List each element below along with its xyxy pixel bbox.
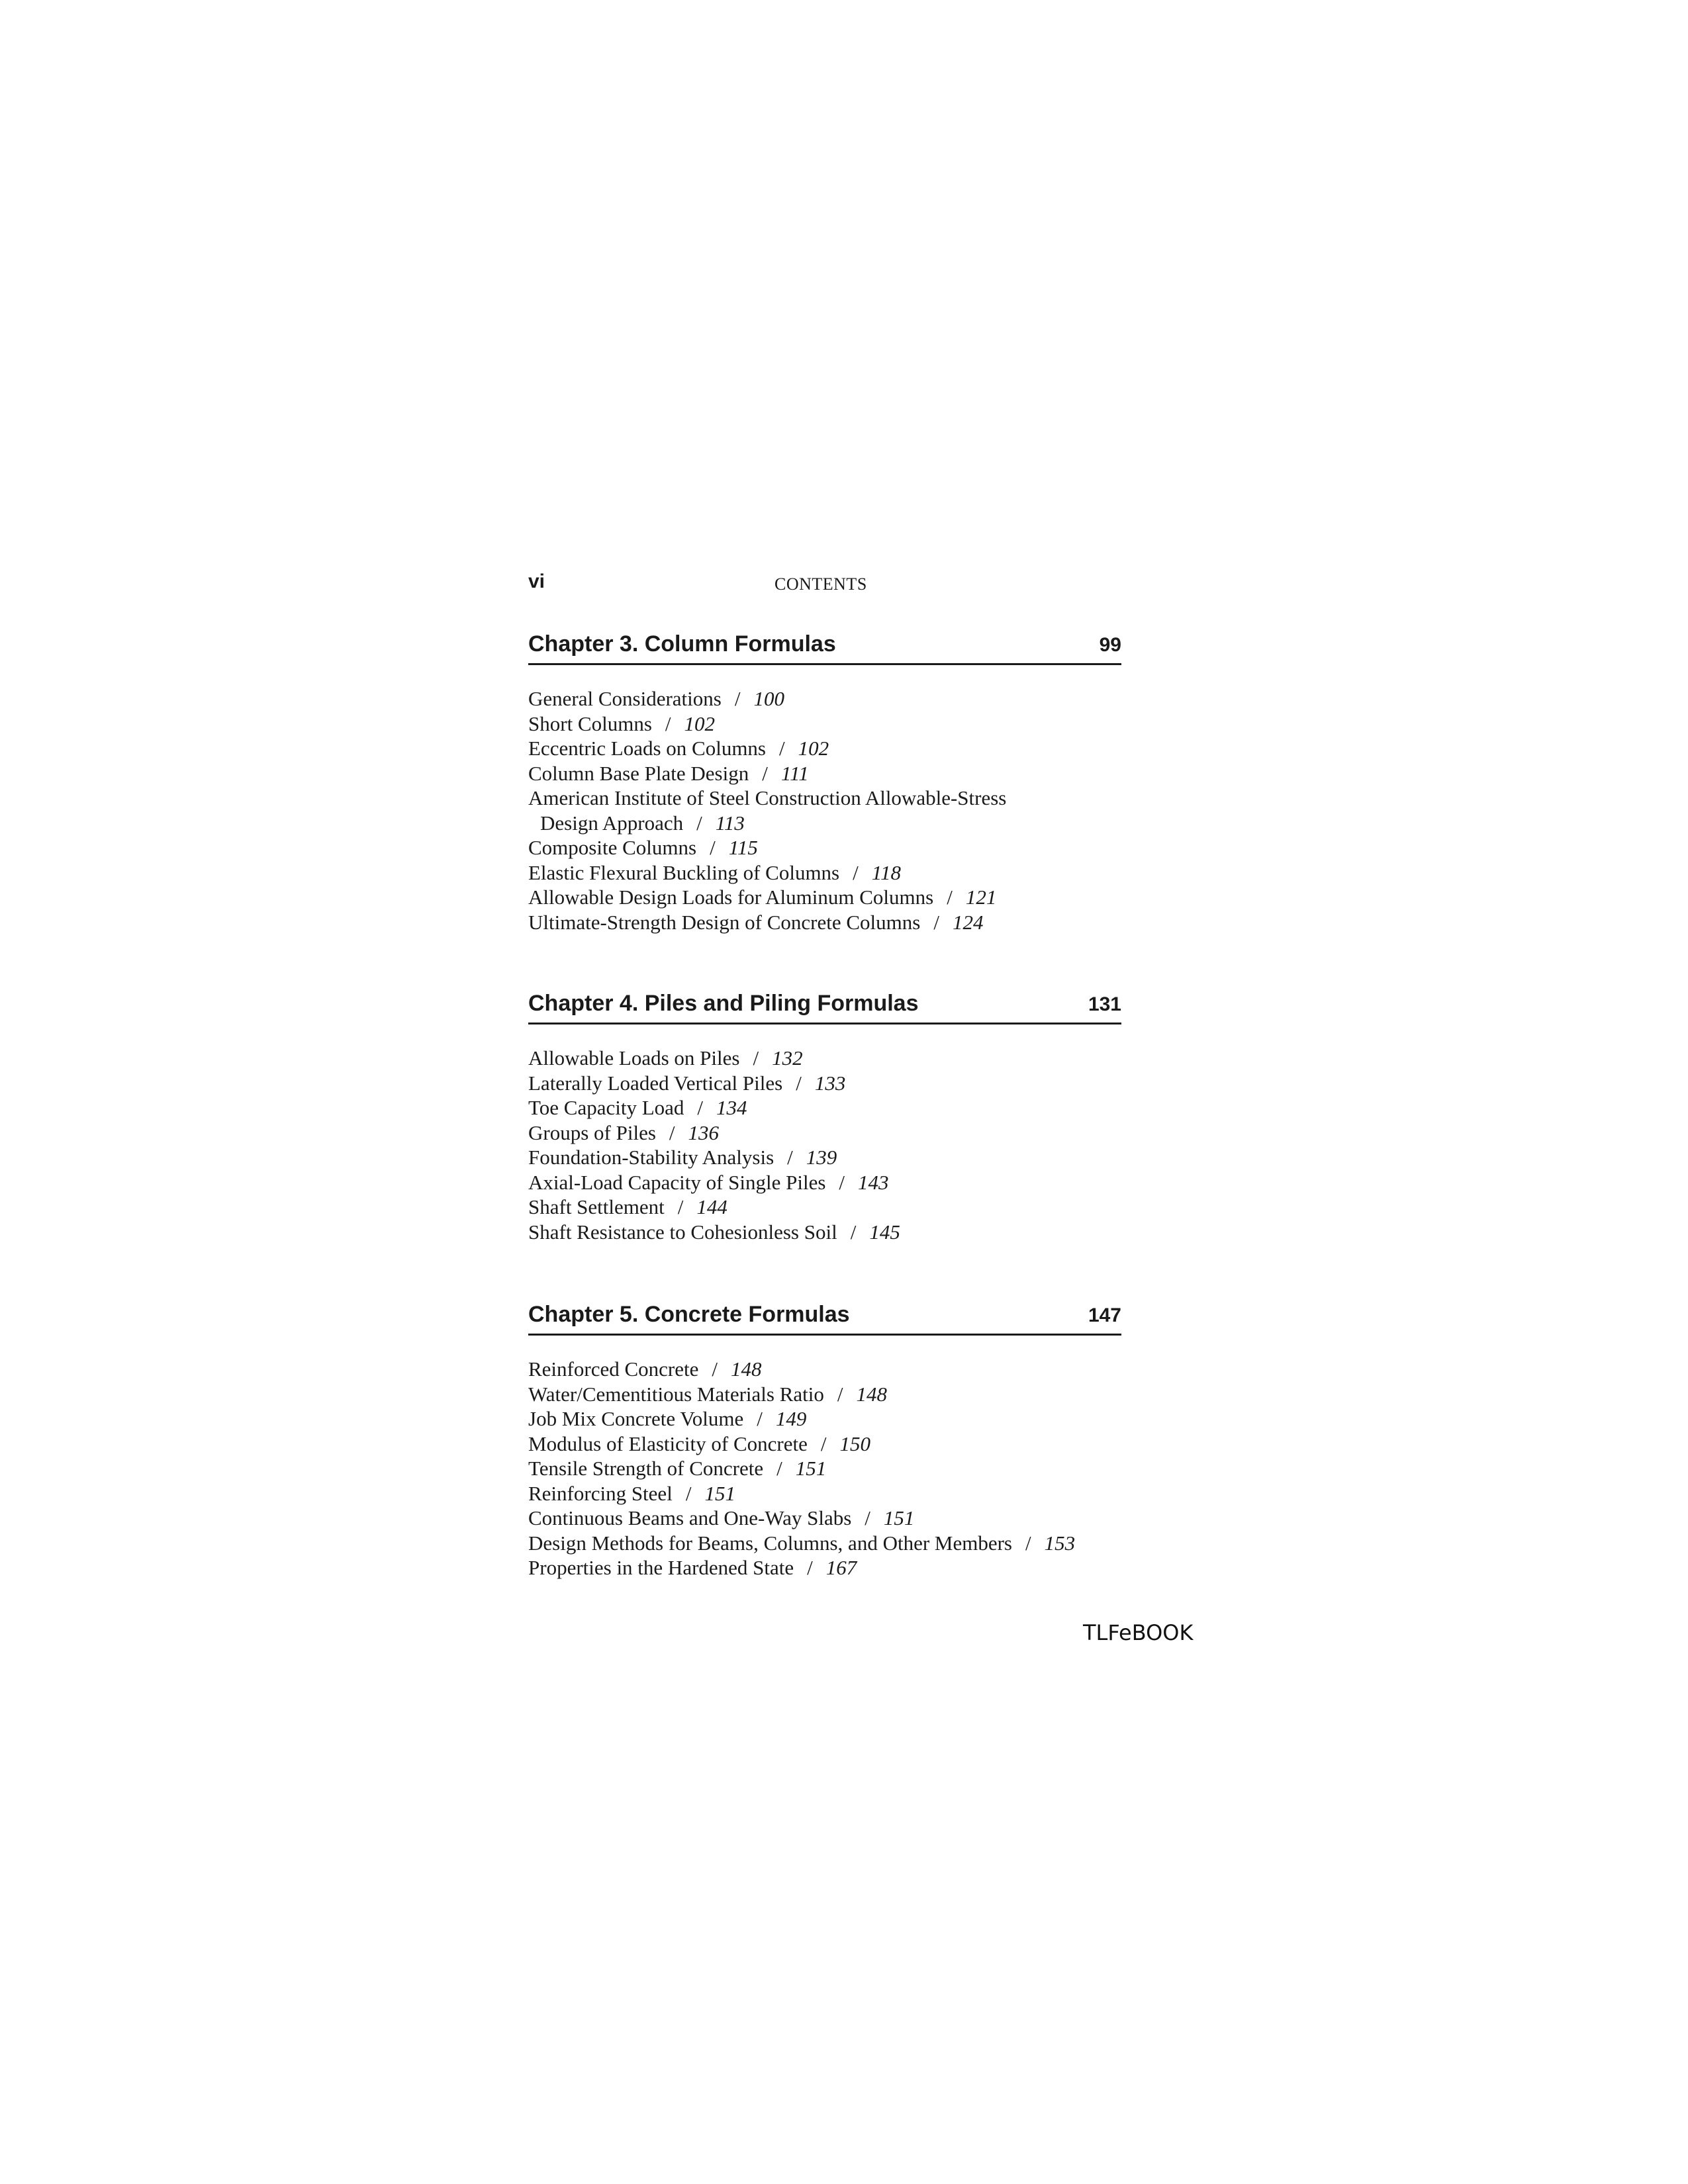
toc-entry [528,786,1121,835]
toc-entry-title-continued: Design Approach [540,811,684,835]
toc-page-number: 111 [780,761,809,785]
toc-page-number: 144 [696,1195,727,1218]
toc-entry [528,860,1121,886]
page-folio: vi [528,570,545,592]
toc-entry [528,1506,1121,1531]
chapter-page-number: 147 [1088,1304,1121,1326]
toc-entry [528,711,1121,737]
toc-entry [528,1456,1121,1481]
toc-page-number: 115 [728,836,758,859]
toc-separator: / [734,687,741,710]
toc-page-number: 124 [952,910,984,934]
chapter-title: Chapter 5. Concrete Formulas [528,1302,850,1327]
toc-entry-title: Groups of Piles [528,1120,656,1144]
toc-page-number: 132 [772,1046,803,1069]
toc-separator: / [850,1220,857,1244]
toc-entry [528,1071,1121,1096]
toc-page-number: 151 [883,1506,915,1529]
chapter-5-section [528,1299,1121,1580]
toc-entry-title: Job Mix Concrete Volume [528,1407,744,1430]
toc-entry-title: American Institute of Steel Construction Allowable-Stress [528,786,1007,809]
toc-entry-title: Ultimate-Strength Design of Concrete Columns [528,910,921,934]
toc-entry-continuation [528,811,1121,836]
toc-entry-title: Modulus of Elasticity of Concrete [528,1432,808,1455]
toc-entry [528,1046,1121,1071]
running-head: CONTENTS [774,574,867,594]
toc-entry [528,1531,1121,1556]
chapter-title: Chapter 3. Column Formulas [528,631,836,657]
toc-entry-title: Allowable Design Loads for Aluminum Columns [528,886,934,909]
toc-separator: / [947,886,953,909]
toc-entry [528,1382,1121,1407]
toc-entry [528,1220,1121,1245]
toc-entry [528,1195,1121,1220]
toc-entry [528,1145,1121,1170]
toc-entry [528,1170,1121,1195]
toc-page-number: 100 [753,687,784,710]
toc-page-number: 121 [965,886,997,909]
toc-page-number: 148 [730,1357,762,1381]
chapter-title: Chapter 4. Piles and Piling Formulas [528,991,919,1016]
toc-separator: / [685,1481,692,1505]
toc-entry-title: Axial-Load Capacity of Single Piles [528,1170,826,1194]
toc-page-number: 145 [869,1220,900,1244]
toc-separator: / [677,1195,684,1218]
chapter-4-section [528,988,1121,1244]
toc-entry-title: Short Columns [528,711,652,735]
toc-separator: / [712,1357,718,1381]
toc-page-number: 151 [795,1457,827,1480]
toc-page-number: 143 [858,1170,889,1194]
toc-page-number: 150 [839,1432,870,1455]
toc-separator: / [839,1170,845,1194]
chapter-heading [528,1299,1121,1336]
toc-separator: / [865,1506,870,1529]
toc-entry [528,761,1121,786]
toc-page-number: 102 [684,711,716,735]
toc-entry-list [528,1046,1121,1244]
toc-entry-title: Eccentric Loads on Columns [528,737,766,760]
toc-entry-list [528,686,1121,934]
toc-separator: / [820,1432,827,1455]
chapter-3-section [528,629,1121,934]
toc-page-number: 167 [825,1556,857,1579]
toc-entry [528,1432,1121,1457]
toc-entry [528,885,1121,910]
toc-entry-title: Shaft Resistance to Cohesionless Soil [528,1220,837,1244]
toc-entry-title: Continuous Beams and One-Way Slabs [528,1506,852,1529]
toc-page-number: 136 [688,1120,720,1144]
toc-separator: / [710,836,716,859]
toc-entry-title: Shaft Settlement [528,1195,665,1218]
page-header [528,570,1121,604]
toc-page-number: 134 [716,1096,747,1119]
toc-entry-title: Allowable Loads on Piles [528,1046,740,1069]
toc-entry-title: Properties in the Hardened State [528,1556,794,1579]
toc-separator: / [776,1457,782,1480]
chapter-page-number: 99 [1099,634,1121,656]
toc-page-number: 149 [775,1407,807,1430]
toc-page-number: 148 [856,1382,888,1406]
toc-entry-title: Foundation-Stability Analysis [528,1146,774,1169]
toc-entry [528,686,1121,711]
toc-entry [528,736,1121,761]
toc-entry-title: Toe Capacity Load [528,1096,684,1119]
toc-entry-title: Design Methods for Beams, Columns, and Other Members [528,1531,1012,1555]
toc-page-number: 151 [704,1481,735,1505]
toc-entry-list [528,1357,1121,1580]
toc-separator: / [807,1556,813,1579]
toc-separator: / [779,737,785,760]
toc-separator: / [837,1382,843,1406]
chapter-heading [528,988,1121,1024]
watermark-text: TLFeBOOK [1083,1620,1194,1645]
toc-separator: / [796,1071,802,1095]
toc-separator: / [697,1096,704,1119]
toc-separator: / [757,1407,763,1430]
toc-page-number: 118 [871,860,901,884]
toc-entry [528,1555,1121,1580]
toc-entry-title: Reinforced Concrete [528,1357,699,1381]
toc-entry [528,1120,1121,1146]
toc-page-number: 139 [806,1146,837,1169]
toc-entry-title: Water/Cementitious Materials Ratio [528,1382,824,1406]
toc-entry [528,1406,1121,1432]
toc-page-number: 133 [814,1071,846,1095]
toc-entry [528,835,1121,860]
toc-entry [528,910,1121,935]
toc-separator: / [1025,1531,1031,1555]
toc-separator: / [753,1046,759,1069]
toc-page-number: 113 [715,811,745,835]
toc-separator: / [933,910,939,934]
toc-page-number: 102 [798,737,829,760]
toc-entry [528,1357,1121,1382]
toc-entry-title: Laterally Loaded Vertical Piles [528,1071,783,1095]
toc-separator: / [853,860,859,884]
toc-entry-title: Reinforcing Steel [528,1481,673,1505]
toc-entry-title: General Considerations [528,687,722,710]
chapter-page-number: 131 [1088,993,1121,1015]
toc-entry-title: Tensile Strength of Concrete [528,1457,764,1480]
toc-separator: / [669,1120,675,1144]
toc-entry-title: Column Base Plate Design [528,761,749,785]
toc-page-number: 153 [1044,1531,1076,1555]
toc-entry-title: Composite Columns [528,836,697,859]
toc-separator: / [762,761,768,785]
toc-entry [528,1481,1121,1506]
chapter-heading [528,629,1121,665]
toc-entry-title: Elastic Flexural Buckling of Columns [528,860,840,884]
toc-separator: / [665,711,671,735]
toc-entry [528,1095,1121,1120]
toc-separator: / [696,811,702,835]
toc-separator: / [787,1146,793,1169]
